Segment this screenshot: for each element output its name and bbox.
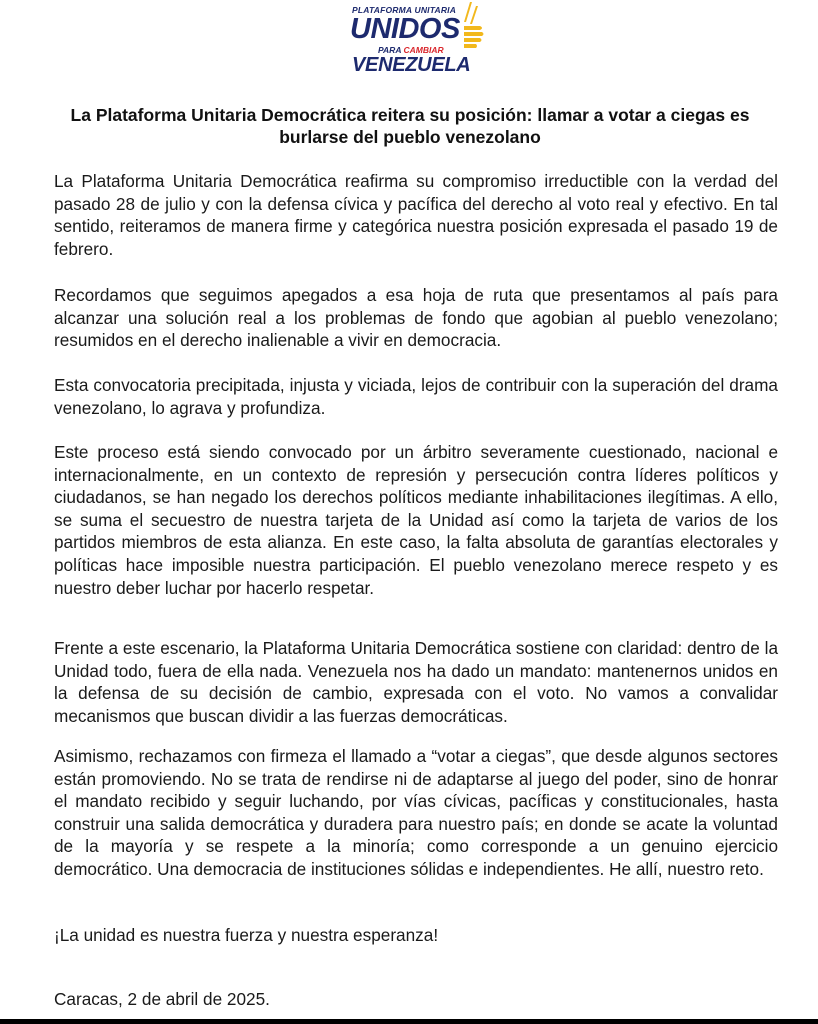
paragraph-2: Recordamos que seguimos apegados a esa hoja de ruta que presentamos al país para alcanzar una solución real a los problemas de fondo que agobian al pueblo venezolano; resumidos en el derecho inalienable a vivir en democracia. <box>54 285 778 351</box>
logo-top-text: PLATAFORMA UNITARIA <box>352 5 457 15</box>
paragraph-3: Esta convocatoria precipitada, injusta y viciada, lejos de contribuir con la superación del drama venezolano, lo agrava y profundiza. <box>54 375 778 418</box>
place-date: Caracas, 2 de abril de 2025. <box>54 989 270 1009</box>
unidos-logo <box>340 0 490 80</box>
logo-main-text: UNIDOS <box>350 13 460 45</box>
hand-stripes-icon <box>458 0 488 60</box>
paragraph-5: Frente a este escenario, la Plataforma Unitaria Democrática sostiene con claridad: dentro de la Unidad todo, fuera de ella nada. Venezuela nos ha dado un mandato: mantenernos unidos en la defensa de su decisión de cambio, expresada con el voto. No vamos a convalidar mecanismos que buscan dividir a las fuerzas democráticas. <box>54 638 778 726</box>
logo-sub-prefix: PARA <box>378 45 402 55</box>
paragraph-4: Este proceso está siendo convocado por un árbitro severamente cuestionado, nacional e internacionalmente, en un contexto de represión y persecución contra líderes políticos y ciudadanos, se han negado los derechos políticos mediante inhabilitaciones ilegítimas. A ello, se suma el secuestro de nuestra tarjeta de la Unidad así como la tarjeta de varios de los partidos miembros de esta alianza. En este caso, la falta absoluta de garantías electorales y políticas hace imposible nuestra participación. El pueblo venezolano merece respeto y es nuestro deber luchar por hacerlo respetar. <box>54 442 778 598</box>
closing-slogan: ¡La unidad es nuestra fuerza y nuestra esperanza! <box>54 925 439 945</box>
paragraph-6: Asimismo, rechazamos con firmeza el llamado a “votar a ciegas”, que desde algunos sectores están promoviendo. No se trata de rendirse ni de adaptarse al juego del poder, sino de honrar el mandato recibido y seguir luchando, por vías cívicas, pacíficas y constitucionales, hasta construir una salida democrática y duradera para nuestro país; en donde se acate la voluntad de la mayoría y se respete a la minoría; como corresponde a un genuino ejercicio democrático. Una democracia de instituciones sólidas e independientes. He allí, nuestro reto. <box>54 746 778 879</box>
statement-title: La Plataforma Unitaria Democrática reitera su posición: llamar a votar a ciegas es burlarse del pueblo venezolano <box>70 105 750 147</box>
bottom-border <box>0 1019 818 1024</box>
logo-country-text: VENEZUELA <box>352 54 471 76</box>
logo-sub-accent: CAMBIAR <box>403 45 444 55</box>
paragraph-1: La Plataforma Unitaria Democrática reafirma su compromiso irreductible con la verdad del pasado 28 de julio y con la defensa cívica y pacífica del derecho al voto real y efectivo. En tal sentido, reiteramos de manera firme y categórica nuestra posición expresada el pasado 19 de febrero. <box>54 171 778 259</box>
